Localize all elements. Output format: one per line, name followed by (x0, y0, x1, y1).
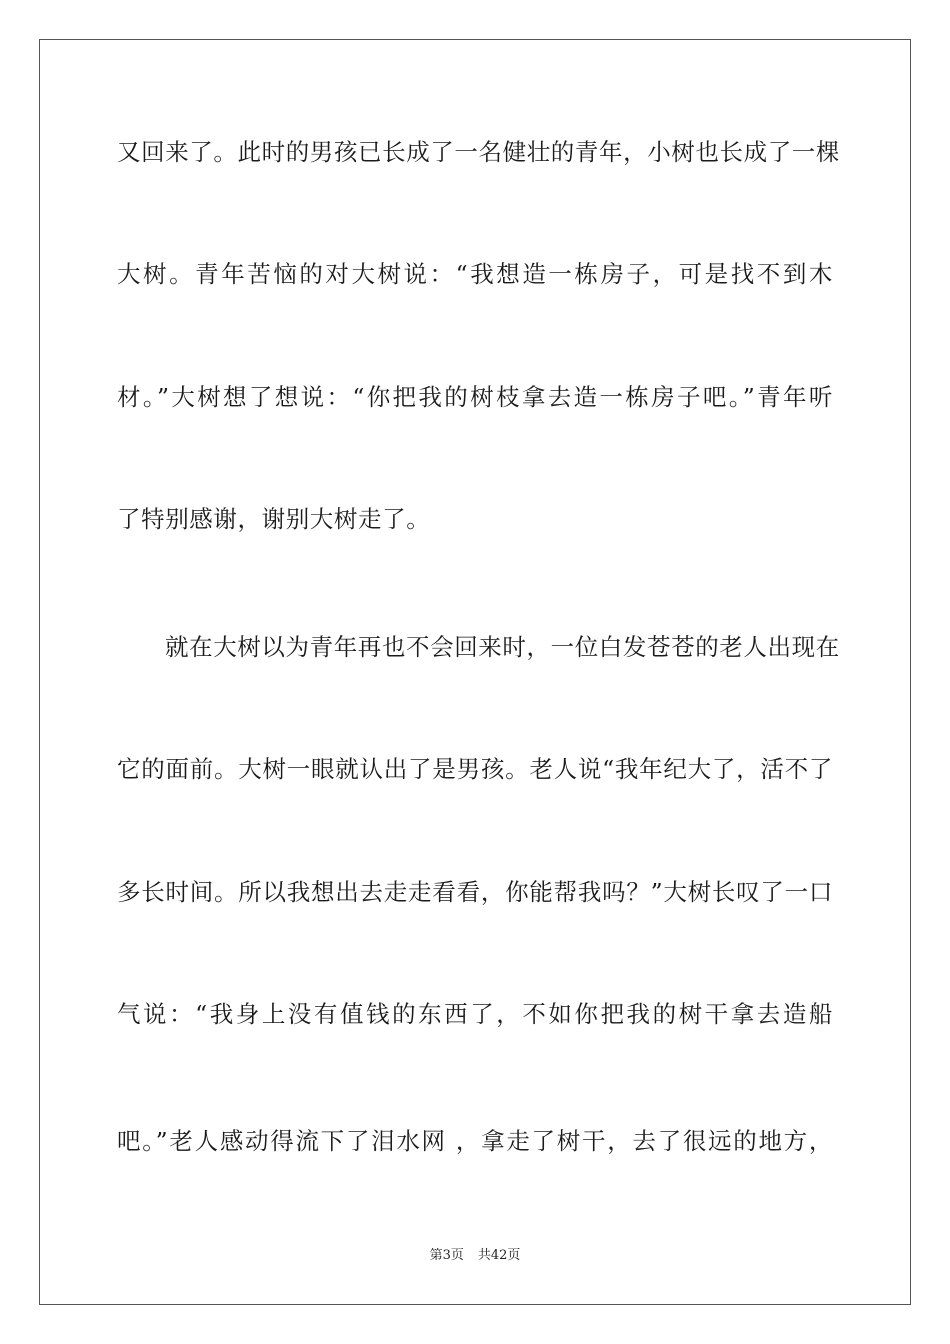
page-total: 共42页 (477, 1248, 521, 1263)
page-number: 第3页 (429, 1248, 464, 1263)
paragraph-line-5: 就在大树以为青年再也不会回来时，一位白发苍苍的老人出现在 (165, 633, 840, 661)
page-footer (0, 1247, 950, 1265)
page-border (39, 39, 911, 1305)
paragraph-line-3: 材。”大树想了想说：“你把我的树枝拿去造一栋房子吧。”青年听 (117, 383, 833, 411)
paragraph-line-1: 又回来了。此时的男孩已长成了一名健壮的青年，小树也长成了一棵 (117, 138, 840, 166)
paragraph-line-2: 大树。青年苦恼的对大树说：“我想造一栋房子，可是找不到木 (117, 260, 833, 288)
paragraph-line-6: 它的面前。大树一眼就认出了是男孩。老人说“我年纪大了，活不了 (117, 755, 833, 783)
paragraph-line-9: 吧。”老人感动得流下了泪水网 ，拿走了树干，去了很远的地方， (117, 1127, 833, 1155)
paragraph-line-7: 多长时间。所以我想出去走走看看，你能帮我吗？”大树长叹了一口 (117, 878, 833, 906)
paragraph-line-8: 气说：“我身上没有值钱的东西了，不如你把我的树干拿去造船 (117, 1000, 833, 1028)
paragraph-line-4: 了特别感谢，谢别大树走了。 (117, 505, 431, 533)
